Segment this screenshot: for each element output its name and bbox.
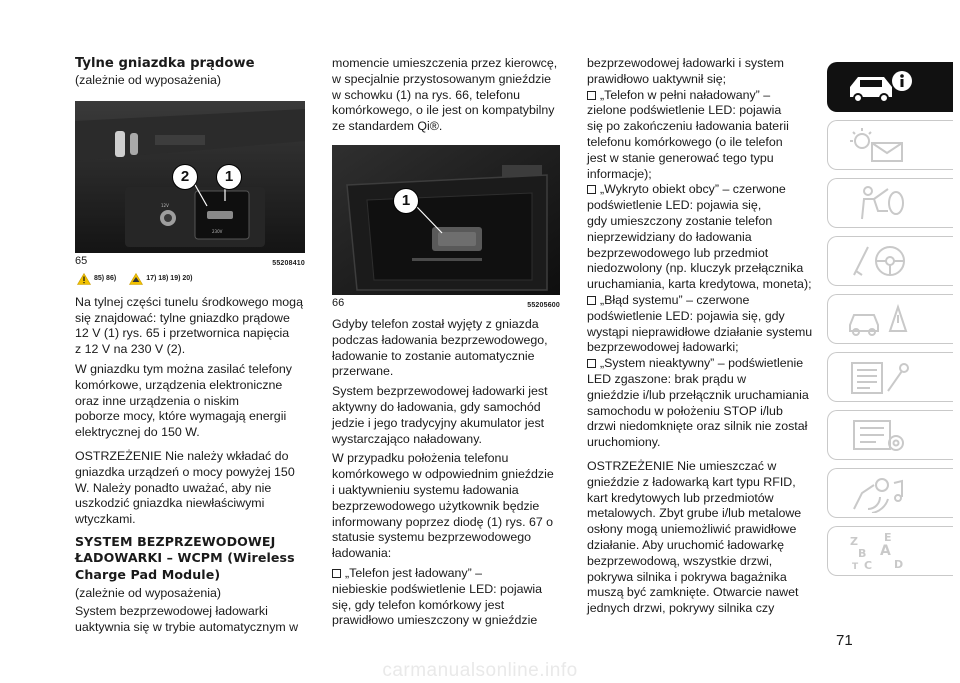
bullet-square-icon — [332, 569, 341, 578]
callout-2: 2 — [173, 165, 197, 189]
paragraph-wcpm-intro: System bezprzewodowej ładowarki uaktywnia się w trybie automatycznym w — [75, 604, 299, 635]
paragraph-wcpm-continued: momencie umieszczenia przez kierowcę, w specjalnie przystosowanym gnieździe w schowku (1) na rys. 66, telefonu komórkowego, o ile jest on kompatybilny ze standardem Qi®. — [332, 56, 558, 134]
svg-text:D: D — [894, 558, 904, 571]
tab-starting-driving[interactable] — [827, 236, 953, 286]
column-2 — [332, 56, 560, 633]
section-title-wireless-charger: SYSTEM BEZPRZEWODOWEJ ŁADOWARKI – WCPM (Wireless Charge Pad Module) — [75, 533, 295, 582]
bullet-phone-charging-continued: bezprzewodowej ładowarki i system prawidłowo uaktywnił się; — [587, 56, 784, 86]
tab-technical-data[interactable] — [827, 410, 953, 460]
socket-label-12v: 12V — [161, 202, 169, 208]
bullet-square-icon — [587, 296, 596, 305]
availability-note: (zależnie od wyposażenia) — [75, 73, 222, 87]
tab-car-info[interactable] — [827, 62, 953, 112]
column-3 — [587, 56, 817, 621]
paragraph-socket-usage: W gniazdku tym można zasilać telefony komórkowe, urządzenia elektroniczne oraz inne urządzenia o niskim poborze mocy, które wymagają energii elektrycznej do 150 W. — [75, 361, 292, 440]
svg-text:A: A — [880, 543, 891, 559]
technical-data-icon — [844, 415, 916, 455]
section-title-rear-sockets: Tylne gniazdka prądowe — [75, 56, 255, 71]
warning-triangle-icon — [77, 273, 91, 285]
chapter-tabs — [827, 62, 955, 584]
figure-code: 55208410 — [272, 259, 305, 267]
caution-triangle-icon — [129, 273, 143, 285]
warning-references — [77, 273, 305, 285]
bullet-system-error: „Błąd systemu” – czerwone podświetlenie LED: pojawia się, gdy wystąpi nieprawidłowe działanie systemu bezprzewodowej ładowarki; — [587, 292, 813, 355]
paragraph-rear-socket: Na tylnej części tunelu środkowego mogą się znajdować: tylne gniazdko prądowe 12 V (1) rys. 65 i przetwornica napięcia z 12 V na 230 V (2). — [75, 294, 303, 357]
multimedia-icon — [844, 473, 916, 513]
callout-1: 1 — [394, 189, 418, 213]
page-number: 71 — [836, 632, 853, 649]
figure-65-caption — [75, 255, 305, 267]
callout-1: 1 — [217, 165, 241, 189]
bullet-fully-charged: „Telefon w pełni naładowany” – zielone podświetlenie LED: pojawia się po zakończeniu ładowania baterii telefonu komórkowego (o ile telefon jest w stanie generować tego typu informacje); — [587, 87, 789, 181]
paragraph-phone-removed: Gdyby telefon został wyjęty z gniazda podczas ładowania bezprzewodowego, ładowanie to zostanie automatycznie przerwane. — [332, 316, 548, 379]
svg-text:C: C — [864, 559, 873, 571]
tab-maintenance[interactable] — [827, 352, 953, 402]
tab-emergency[interactable] — [827, 294, 953, 344]
watermark: carmanualsonline.info — [382, 660, 578, 681]
svg-text:Z: Z — [850, 535, 858, 548]
warning-refs-a: 85) 86) — [94, 275, 117, 283]
figure-66-caption — [332, 297, 560, 309]
figure-65-photo — [75, 101, 305, 253]
bullet-foreign-object: „Wykryto obiekt obcy” – czerwone podświetlenie LED: pojawia się, gdy umieszczony zostanie telefon nieprzewidziany do ładowania bezprzewodowego lub przedmiot niedozwolony (np. kluczyk przełącznika uruchamiania, karta kredytowa, moneta); — [587, 182, 812, 292]
column-1 — [75, 56, 305, 640]
tab-safety[interactable] — [827, 178, 953, 228]
paragraph-socket-warning: OSTRZEŻENIE Nie należy wkładać do gniazdka urządzeń o mocy powyżej 150 W. Należy ponadto uważać, aby nie uszkodzić gniazdka niewłaściwymi wtyczkami. — [75, 448, 295, 527]
warning-refs-b: 17) 18) 19) 20) — [146, 275, 193, 283]
figure-66-photo — [332, 145, 560, 295]
car-info-icon — [844, 67, 916, 107]
svg-text:E: E — [884, 531, 892, 544]
socket-label-230v: 230V — [212, 228, 223, 234]
bullet-square-icon — [587, 185, 596, 194]
paragraph-wcpm-warning: OSTRZEŻENIE Nie umieszczać w gnieździe z ładowarką kart typu RFID, kart kredytowych lub przedmiotów metalowych. Zbyt grube i/lub metalowe osłony mogą uniemożliwić prawidłowe działanie. Aby uruchomić ładowarkę bezprzewodową, wszystkie drzwi, pokrywa silnika i pokrywa bagażnika muszą być zamknięte. Otwarcie nawet jednych drzwi, pokrywy silnika czy — [587, 458, 802, 616]
svg-text:B: B — [858, 547, 867, 560]
wireless-charger-tray-image — [332, 145, 560, 295]
index-icon — [844, 531, 916, 571]
starting-driving-icon — [844, 241, 916, 281]
safety-airbag-icon — [844, 183, 916, 223]
tab-multimedia[interactable] — [827, 468, 953, 518]
figure-code: 55205600 — [527, 301, 560, 309]
paragraph-system-active: System bezprzewodowej ładowarki jest aktywny do ładowania, gdy samochód jedzie i jego tradycyjny akumulator jest wystarczająco naładowany. — [332, 384, 548, 446]
emergency-icon — [844, 299, 916, 339]
paragraph-led-status: W przypadku położenia telefonu komórkowego w odpowiednim gnieździe i uaktywnieniu systemu ładowania bezprzewodowego użytkownik będzie informowany poprzez diodę (1) rys. 67 o statusie systemu bezprzewodowego ładowania: — [332, 451, 554, 561]
maintenance-icon — [844, 357, 916, 397]
svg-text:T: T — [852, 562, 859, 571]
bullet-phone-charging: „Telefon jest ładowany” – niebieskie podświetlenie LED: pojawia się, gdy telefon komórkowy jest prawidłowo umieszczony w gnieździe — [332, 565, 543, 628]
availability-note-2: (zależnie od wyposażenia) — [75, 586, 222, 601]
figure-number: 65 — [75, 254, 88, 267]
figure-number: 66 — [332, 296, 345, 309]
bullet-square-icon — [587, 91, 596, 100]
bullet-square-icon — [587, 359, 596, 368]
warning-lights-icon — [844, 125, 916, 165]
bullet-system-inactive: „System nieaktywny” – podświetlenie LED zgaszone: brak prądu w gnieździe i/lub przełącznik uruchamiania samochodu w położeniu STOP i/lub drzwi niedomknięte oraz silnik nie został uruchomiony. — [587, 356, 809, 450]
tab-index[interactable] — [827, 526, 953, 576]
tab-warning-lights[interactable] — [827, 120, 953, 170]
